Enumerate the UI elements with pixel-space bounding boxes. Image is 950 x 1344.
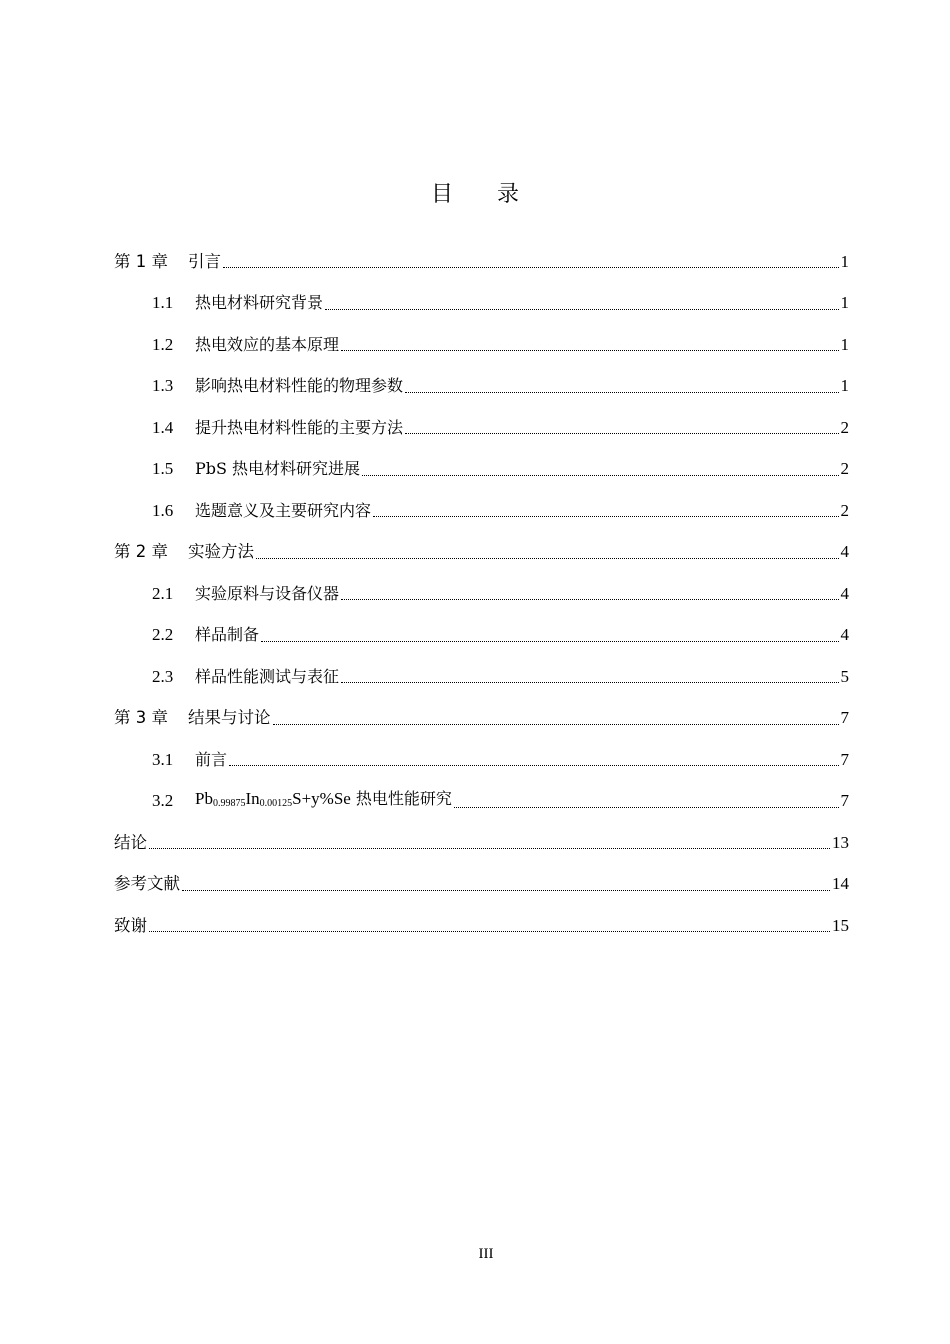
toc-entry-page: 1	[840, 251, 849, 271]
toc-entry-page: 7	[840, 791, 849, 811]
toc-dot-leader	[256, 558, 839, 559]
toc-entry-3-1[interactable]	[114, 739, 849, 781]
toc-entry-page: 15	[832, 915, 849, 935]
toc-dot-leader	[325, 309, 838, 310]
toc-entry-references[interactable]	[114, 864, 849, 906]
formula-pb: Pb	[195, 788, 213, 808]
toc-dot-leader	[341, 599, 838, 600]
toc-entry-2-2[interactable]	[114, 615, 849, 657]
formula-in-subscript: 0.00125	[259, 797, 293, 809]
toc-entry-title: 样品性能测试与表征	[195, 666, 340, 686]
toc-dot-leader	[405, 433, 838, 434]
toc-entry-1-6[interactable]	[114, 490, 849, 532]
toc-entry-title: 样品制备	[195, 625, 260, 645]
page-number: III	[478, 1246, 494, 1262]
toc-entry-3-2[interactable]	[114, 781, 849, 823]
toc-entry-title: 引言	[188, 251, 221, 271]
toc-dot-leader	[149, 848, 830, 849]
toc-entry-number: 2.2	[152, 625, 174, 645]
toc-entry-title	[195, 789, 452, 814]
toc-entry-number: 1.4	[152, 417, 174, 437]
toc-dot-leader	[341, 350, 838, 351]
toc-entry-number: 1.6	[152, 500, 174, 520]
toc-entry-1-4[interactable]	[114, 407, 849, 449]
toc-dot-leader	[229, 765, 838, 766]
toc-entry-number: 第 2 章	[114, 542, 168, 562]
toc-dot-leader	[454, 807, 839, 808]
toc-entry-chapter-3[interactable]	[114, 698, 849, 740]
toc-entry-page: 1	[840, 334, 849, 354]
toc-entry-number: 第 3 章	[114, 708, 168, 728]
toc-entry-title: 热电材料研究背景	[195, 293, 324, 313]
toc-entry-chapter-2[interactable]	[114, 532, 849, 574]
toc-entry-page: 1	[840, 293, 849, 313]
formula-in: In	[245, 788, 260, 808]
toc-entry-page: 4	[840, 542, 849, 562]
toc-entry-title: 影响热电材料性能的物理参数	[195, 376, 404, 396]
page-title: 目录	[430, 182, 563, 207]
toc-entry-1-2[interactable]	[114, 324, 849, 366]
toc-entry-page: 5	[840, 666, 849, 686]
toc-entry-page: 4	[840, 583, 849, 603]
title-chinese-part: 热电性能研究	[350, 788, 452, 808]
toc-entry-title: 参考文献	[114, 874, 180, 894]
toc-entry-conclusion[interactable]	[114, 822, 849, 864]
toc-entry-title: 结果与讨论	[188, 708, 271, 728]
toc-entry-number: 1.1	[152, 293, 174, 313]
toc-entry-page: 2	[840, 459, 849, 479]
toc-entry-1-5[interactable]	[114, 449, 849, 491]
toc-entry-number: 第 1 章	[114, 251, 168, 271]
toc-entry-2-3[interactable]	[114, 656, 849, 698]
toc-entry-title: 结论	[114, 832, 147, 852]
toc-entry-page: 4	[840, 625, 849, 645]
table-of-contents	[114, 241, 849, 947]
toc-entry-title: 实验方法	[188, 542, 254, 562]
toc-entry-number: 2.3	[152, 666, 174, 686]
toc-dot-leader	[405, 392, 838, 393]
toc-entry-number: 1.3	[152, 376, 174, 396]
toc-dot-leader	[362, 475, 838, 476]
toc-entry-number: 3.1	[152, 749, 174, 769]
toc-entry-number: 2.1	[152, 583, 174, 603]
toc-dot-leader	[341, 682, 838, 683]
toc-entry-1-3[interactable]	[114, 366, 849, 408]
toc-entry-title: 热电效应的基本原理	[195, 334, 340, 354]
toc-entry-acknowledgements[interactable]	[114, 905, 849, 947]
toc-entry-number: 1.5	[152, 459, 174, 479]
toc-entry-title: 选题意义及主要研究内容	[195, 500, 372, 520]
toc-entry-2-1[interactable]	[114, 573, 849, 615]
toc-entry-page: 1	[840, 376, 849, 396]
toc-dot-leader	[223, 267, 839, 268]
toc-dot-leader	[149, 931, 830, 932]
toc-entry-title: 实验原料与设备仪器	[195, 583, 340, 603]
toc-entry-page: 7	[840, 749, 849, 769]
toc-entry-page: 14	[832, 874, 849, 894]
formula-rest: S+y%Se	[292, 788, 351, 808]
toc-entry-title: 前言	[195, 749, 228, 769]
toc-entry-page: 7	[840, 708, 849, 728]
toc-entry-number: 1.2	[152, 334, 174, 354]
toc-dot-leader	[261, 641, 838, 642]
toc-entry-chapter-1[interactable]	[114, 241, 849, 283]
toc-dot-leader	[182, 890, 830, 891]
toc-dot-leader	[273, 724, 839, 725]
toc-entry-1-1[interactable]	[114, 283, 849, 325]
formula-pb-subscript: 0.99875	[212, 797, 246, 809]
toc-entry-page: 13	[832, 832, 849, 852]
toc-entry-title: 致谢	[114, 915, 147, 935]
toc-entry-page: 2	[840, 417, 849, 437]
toc-entry-number: 3.2	[152, 791, 174, 811]
toc-dot-leader	[373, 516, 838, 517]
toc-entry-title: 提升热电材料性能的主要方法	[195, 417, 404, 437]
toc-entry-page: 2	[840, 500, 849, 520]
toc-entry-title: PbS 热电材料研究进展	[195, 459, 361, 479]
